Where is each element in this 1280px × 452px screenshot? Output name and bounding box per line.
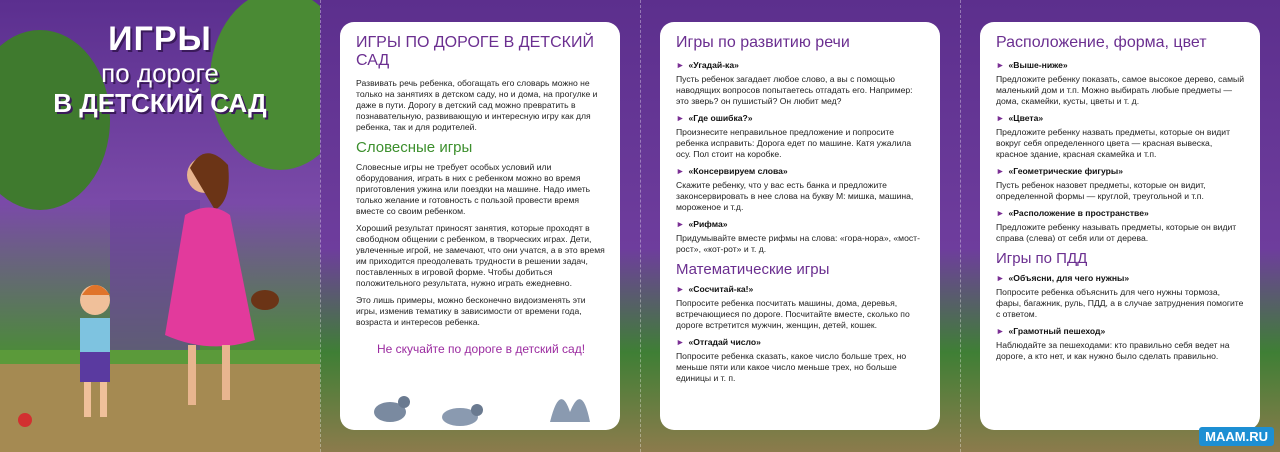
triangle-bullet-icon: ►	[676, 113, 685, 123]
triangle-bullet-icon: ►	[996, 113, 1005, 123]
speech-games-panel	[640, 0, 960, 452]
game-text: Придумывайте вместе рифмы на слова: «гора-нора», «мост-рост», «кот-рот» и т. д.	[676, 233, 920, 254]
speech-games-heading: Игры по развитию речи	[676, 34, 850, 51]
intro-panel	[320, 0, 640, 452]
triangle-bullet-icon: ►	[996, 166, 1005, 176]
game-text: Пусть ребенок загадает любое слово, а вы с помощью наводящих вопросов попытаетесь отгадать его. Например: это зверь? он пушистый? Он любит мед?	[676, 74, 913, 106]
game-title: ► «Где ошибка?»	[676, 113, 753, 123]
game-title: ► «Рифма»	[676, 219, 728, 229]
game-title: ► «Геометрические фигуры»	[996, 166, 1124, 176]
shape-color-panel	[960, 0, 1280, 452]
shape-heading: Расположение, форма, цвет	[996, 34, 1207, 51]
triangle-bullet-icon: ►	[996, 208, 1005, 218]
cover-title-line2: по дороге	[101, 58, 219, 88]
intro-heading: ИГРЫ ПО ДОРОГЕ В ДЕТСКИЙ САД	[356, 34, 594, 69]
slogan: Не скучайте по дороге в детский сад!	[376, 342, 586, 356]
game-title: ► «Сосчитай-ка!»	[676, 284, 754, 294]
cover-title	[0, 20, 320, 118]
traffic-games-heading: Игры по ПДД	[996, 250, 1088, 267]
game-text: Произнесите неправильное предложение и попросите ребенка исправить: Дорога едет по машине. Катя ужалила осу. Пол стоит на коробке.	[676, 127, 912, 159]
intro-card	[340, 22, 620, 430]
triangle-bullet-icon: ►	[996, 60, 1005, 70]
game-title: ► «Цвета»	[996, 113, 1044, 123]
game-title: ► «Расположение в пространстве»	[996, 208, 1149, 218]
game-text: Скажите ребенку, что у вас есть банка и предложите законсервировать в нее слова на букву М: мишка, машина, мороженое и т.д.	[676, 180, 914, 212]
watermark-logo[interactable]: MAAM.RU	[1199, 427, 1274, 446]
triangle-bullet-icon: ►	[676, 219, 685, 229]
cover-panel	[0, 0, 320, 452]
cover-title-line1: ИГРЫ	[108, 20, 212, 58]
triangle-bullet-icon: ►	[996, 326, 1005, 336]
game-text: Попросите ребенка объяснить для чего нужны тормоза, фары, багажник, руль, ПДД, а в случае затруднения помогите с ответом.	[996, 287, 1244, 319]
speech-card	[660, 22, 940, 430]
paragraph-3: Это лишь примеры, можно бесконечно видоизменять эти игры, изменив тематику в зависимости от времени года, возраста и интересов ребенка.	[356, 295, 586, 327]
game-text: Попросите ребенка сказать, какое число больше трех, но меньше пяти или какое число меньше трех, но больше единицы и т. п.	[676, 351, 907, 383]
cover-title-line3: В ДЕТСКИЙ САД	[53, 88, 267, 118]
pigeons-illustration	[320, 372, 640, 442]
triangle-bullet-icon: ►	[676, 60, 685, 70]
game-text: Предложите ребенку называть предметы, которые он видит справа (слева) от себя или от дерева.	[996, 222, 1237, 243]
game-title: ► «Отгадай число»	[676, 337, 761, 347]
triangle-bullet-icon: ►	[676, 166, 685, 176]
game-title: ► «Консервируем слова»	[676, 166, 788, 176]
game-text: Пусть ребенок назовет предметы, которые он видит, определенной формы — круглой, треугольной и т.п.	[996, 180, 1206, 201]
game-text: Наблюдайте за пешеходами: кто правильно себя ведет на дороге, а кто нет, и как нужно было сделать правильно.	[996, 340, 1230, 361]
game-title: ► «Объясни, для чего нужны»	[996, 273, 1130, 283]
triangle-bullet-icon: ►	[996, 273, 1005, 283]
game-text: Предложите ребенку назвать предметы, которые он видит вокруг себя определенного цвета — красная вывеска, красное здание, красная скамейка и т.п.	[996, 127, 1231, 159]
game-text: Предложите ребенку показать, самое высокое дерево, самый маленький дом и т.п. Можно выбирать любые предметы — дома, скамейки, кусты, цветы и т. д.	[996, 74, 1245, 106]
game-text: Попросите ребенка посчитать машины, дома, деревья, встречающиеся по дороге. Посчитайте вместе, сколько по дороге встретится мужчин, женщин, детей, кошек.	[676, 298, 910, 330]
intro-text: Развивать речь ребенка, обогащать его словарь можно не только на занятиях в детском саду, но и дома, на прогулке и даже в пути. Дорогу в детский сад можно превратить в познавательную, развивающую и интересную игру как для ребенка, так и для родителей.	[356, 78, 598, 132]
game-title: ► «Грамотный пешеход»	[996, 326, 1106, 336]
paragraph-1: Словесные игры не требует особых условий или оборудования, играть в них с ребенком можно во время приготовления ужина или поездки на машине. Надо иметь только желание и готовность с пользой провести время вместе со своим ребенком.	[356, 162, 591, 216]
game-title: ► «Выше-ниже»	[996, 60, 1068, 70]
math-games-heading: Математические игры	[676, 261, 830, 278]
word-games-heading: Словесные игры	[356, 139, 473, 156]
triangle-bullet-icon: ►	[676, 337, 685, 347]
paragraph-2: Хороший результат приносят занятия, которые проходят в свободном общении с ребенком, в творческих играх. Дети, увлеченные игрой, не замечают, что они учатся, а в это время им приходится преодолевать трудности в решении задач, поставленных в игровой форме. Чтобы добиться положительного результата, нужно играть ежедневно.	[356, 223, 605, 288]
game-title: ► «Угадай-ка»	[676, 60, 739, 70]
triangle-bullet-icon: ►	[676, 284, 685, 294]
shape-card	[980, 22, 1260, 430]
